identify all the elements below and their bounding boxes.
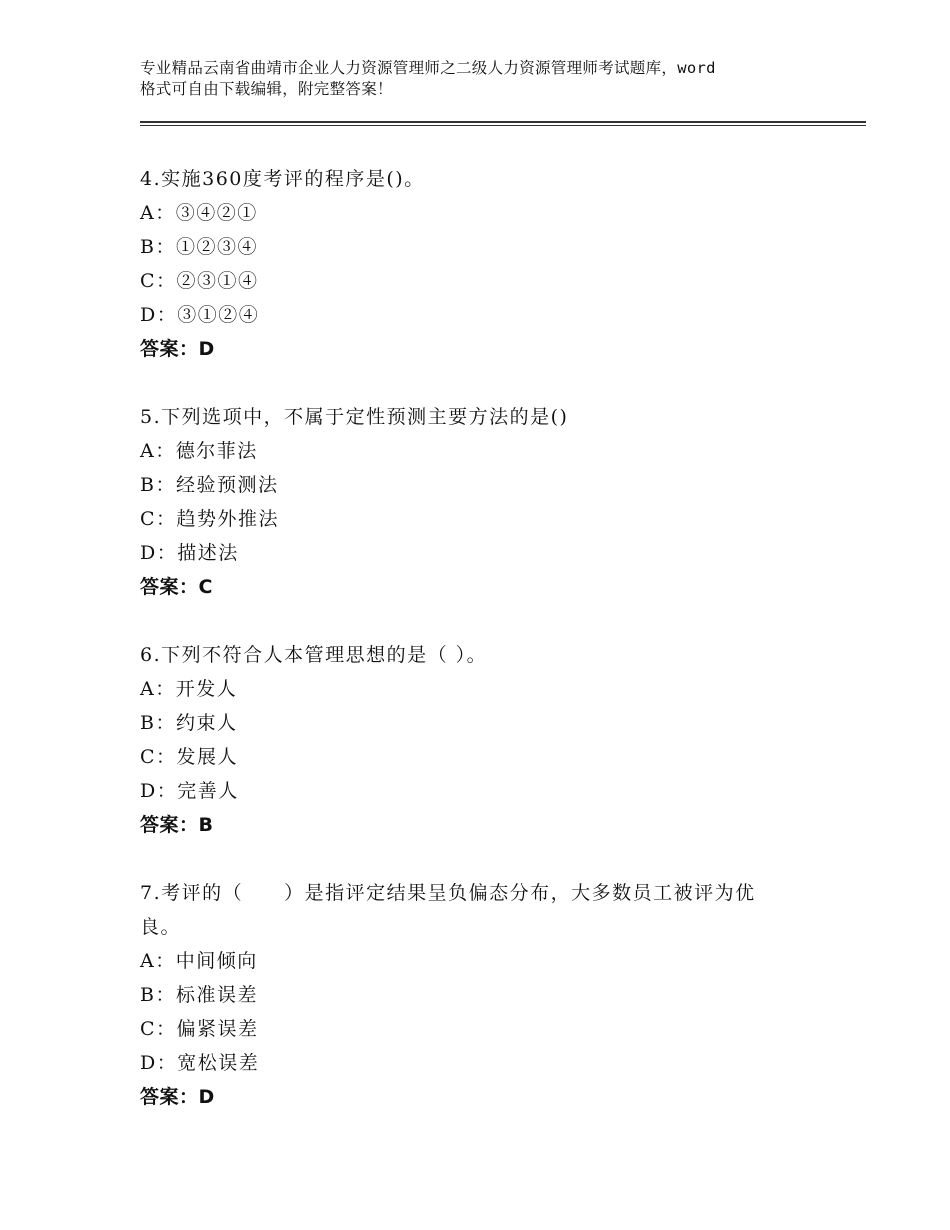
question-7	[140, 876, 820, 1114]
answer: 答案：D	[140, 338, 215, 360]
option-b: B：①②③④	[140, 236, 258, 258]
option-d: D：描述法	[140, 542, 239, 564]
question-title-line-2: 良。	[140, 916, 182, 938]
question-spacer	[140, 604, 820, 638]
question-title-line-1: 7.考评的（ ）是指评定结果呈负偏态分布，大多数员工被评为优	[140, 882, 756, 904]
header-title-line-1: 专业精品云南省曲靖市企业人力资源管理师之二级人力资源管理师考试题库，word	[140, 59, 716, 77]
option-b: B：标准误差	[140, 984, 258, 1006]
question-title: 6.下列不符合人本管理思想的是（ ）。	[140, 644, 488, 666]
question-list	[140, 162, 820, 1114]
answer: 答案：B	[140, 814, 214, 836]
option-b: B：经验预测法	[140, 474, 279, 496]
question-4	[140, 162, 820, 366]
option-c: C：趋势外推法	[140, 508, 280, 530]
option-c: C：②③①④	[140, 270, 259, 292]
option-b: B：约束人	[140, 712, 238, 734]
header-divider-thin	[140, 125, 866, 126]
option-d: D：③①②④	[140, 304, 260, 326]
question-spacer	[140, 842, 820, 876]
header-divider-thick	[140, 121, 866, 123]
question-title: 5.下列选项中，不属于定性预测主要方法的是()	[140, 406, 569, 428]
option-a: A：③④②①	[140, 202, 258, 224]
question-6	[140, 638, 820, 842]
question-5	[140, 400, 820, 604]
document-header	[140, 58, 830, 100]
question-spacer	[140, 366, 820, 400]
option-d: D：宽松误差	[140, 1052, 260, 1074]
option-d: D：完善人	[140, 780, 239, 802]
answer: 答案：D	[140, 1086, 215, 1108]
option-a: A：开发人	[140, 678, 238, 700]
option-a: A：德尔菲法	[140, 440, 258, 462]
answer: 答案：C	[140, 576, 213, 598]
option-c: C：发展人	[140, 746, 239, 768]
option-c: C：偏紧误差	[140, 1018, 259, 1040]
question-title: 4.实施360度考评的程序是()。	[140, 168, 425, 190]
header-title-line-2: 格式可自由下载编辑，附完整答案！	[140, 80, 393, 98]
option-a: A：中间倾向	[140, 950, 258, 972]
